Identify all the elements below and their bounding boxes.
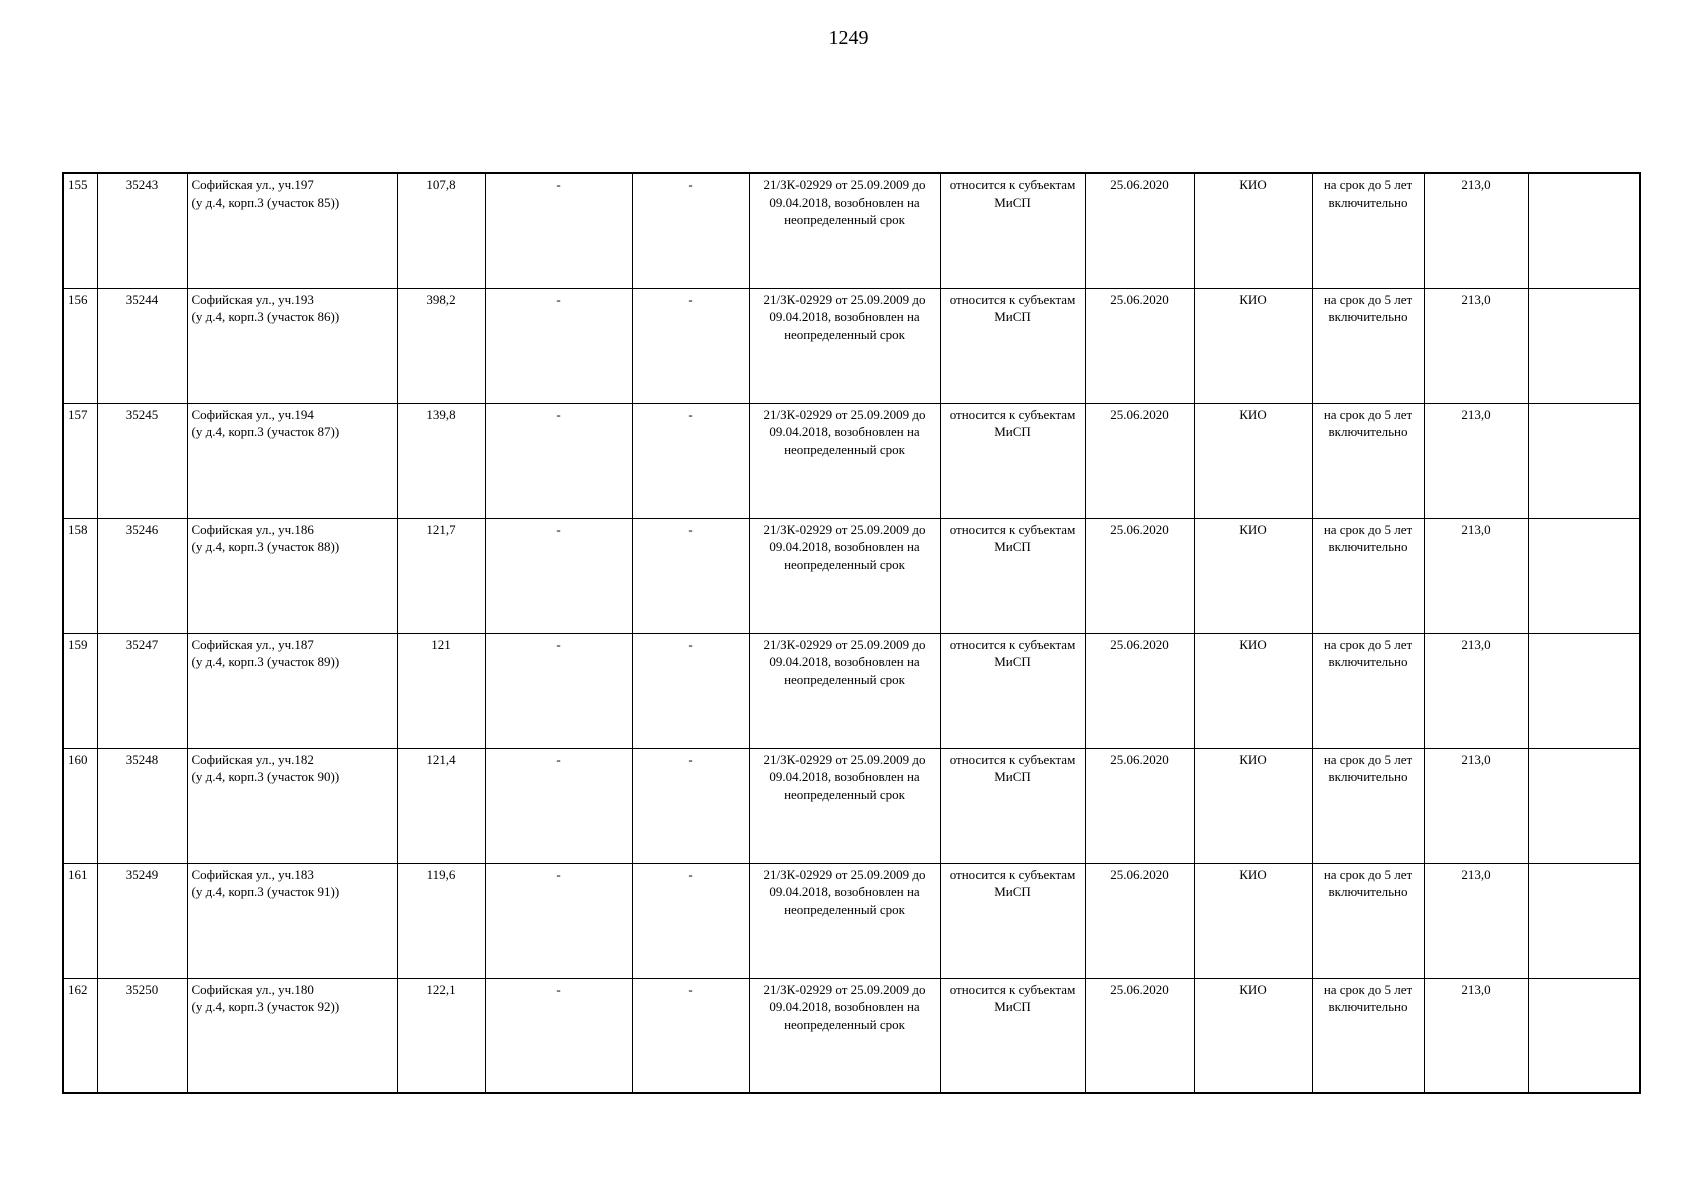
contract-info: 21/ЗК-02929 от 25.09.2009 до 09.04.2018, возобновлен на неопределенный срок bbox=[749, 173, 940, 288]
object-id: 35248 bbox=[97, 748, 187, 863]
blank-cell bbox=[1528, 288, 1640, 403]
empty-dash-cell: - bbox=[632, 863, 749, 978]
blank-cell bbox=[1528, 633, 1640, 748]
area-value: 139,8 bbox=[397, 403, 485, 518]
contract-info: 21/ЗК-02929 от 25.09.2009 до 09.04.2018, возобновлен на неопределенный срок bbox=[749, 518, 940, 633]
lease-term: на срок до 5 лет включительно bbox=[1312, 403, 1424, 518]
rate-value: 213,0 bbox=[1424, 288, 1528, 403]
organization: КИО bbox=[1194, 633, 1312, 748]
object-id: 35249 bbox=[97, 863, 187, 978]
row-number: 155 bbox=[63, 173, 97, 288]
area-value: 122,1 bbox=[397, 978, 485, 1093]
empty-dash-cell: - bbox=[632, 403, 749, 518]
msp-status: относится к субъектам МиСП bbox=[940, 403, 1085, 518]
table-row bbox=[63, 518, 1640, 633]
area-value: 119,6 bbox=[397, 863, 485, 978]
empty-dash-cell: - bbox=[485, 633, 632, 748]
empty-dash-cell: - bbox=[485, 863, 632, 978]
table-row bbox=[63, 173, 1640, 288]
organization: КИО bbox=[1194, 863, 1312, 978]
address bbox=[187, 518, 397, 633]
organization: КИО bbox=[1194, 288, 1312, 403]
row-number: 156 bbox=[63, 288, 97, 403]
msp-status: относится к субъектам МиСП bbox=[940, 518, 1085, 633]
decision-date: 25.06.2020 bbox=[1085, 863, 1194, 978]
object-id: 35246 bbox=[97, 518, 187, 633]
object-id: 35245 bbox=[97, 403, 187, 518]
lease-term: на срок до 5 лет включительно bbox=[1312, 748, 1424, 863]
address-street: Софийская ул., уч.183 bbox=[191, 866, 314, 882]
rate-value: 213,0 bbox=[1424, 403, 1528, 518]
row-number: 159 bbox=[63, 633, 97, 748]
msp-status: относится к субъектам МиСП bbox=[940, 288, 1085, 403]
empty-dash-cell: - bbox=[632, 288, 749, 403]
object-id: 35247 bbox=[97, 633, 187, 748]
decision-date: 25.06.2020 bbox=[1085, 748, 1194, 863]
area-value: 107,8 bbox=[397, 173, 485, 288]
msp-status: относится к субъектам МиСП bbox=[940, 748, 1085, 863]
lease-term: на срок до 5 лет включительно bbox=[1312, 288, 1424, 403]
address bbox=[187, 173, 397, 288]
organization: КИО bbox=[1194, 978, 1312, 1093]
address-location: (у д.4, корп.3 (участок 91)) bbox=[191, 884, 340, 899]
table-row bbox=[63, 288, 1640, 403]
address-location: (у д.4, корп.3 (участок 87)) bbox=[191, 424, 340, 439]
contract-info: 21/ЗК-02929 от 25.09.2009 до 09.04.2018, возобновлен на неопределенный срок bbox=[749, 633, 940, 748]
object-id: 35250 bbox=[97, 978, 187, 1093]
decision-date: 25.06.2020 bbox=[1085, 288, 1194, 403]
page-number: 1249 bbox=[828, 27, 869, 49]
object-id: 35244 bbox=[97, 288, 187, 403]
area-value: 121,4 bbox=[397, 748, 485, 863]
address-location: (у д.4, корп.3 (участок 92)) bbox=[191, 999, 340, 1014]
table-row bbox=[63, 633, 1640, 748]
address bbox=[187, 748, 397, 863]
address-street: Софийская ул., уч.193 bbox=[191, 291, 314, 307]
blank-cell bbox=[1528, 863, 1640, 978]
empty-dash-cell: - bbox=[485, 518, 632, 633]
rate-value: 213,0 bbox=[1424, 518, 1528, 633]
address bbox=[187, 863, 397, 978]
address-street: Софийская ул., уч.180 bbox=[191, 981, 314, 997]
empty-dash-cell: - bbox=[485, 288, 632, 403]
table-row bbox=[63, 748, 1640, 863]
empty-dash-cell: - bbox=[632, 173, 749, 288]
area-value: 398,2 bbox=[397, 288, 485, 403]
row-number: 162 bbox=[63, 978, 97, 1093]
empty-dash-cell: - bbox=[632, 748, 749, 863]
address-street: Софийская ул., уч.186 bbox=[191, 521, 314, 537]
lease-term: на срок до 5 лет включительно bbox=[1312, 863, 1424, 978]
row-number: 158 bbox=[63, 518, 97, 633]
empty-dash-cell: - bbox=[632, 633, 749, 748]
area-value: 121,7 bbox=[397, 518, 485, 633]
area-value: 121 bbox=[397, 633, 485, 748]
address-location: (у д.4, корп.3 (участок 90)) bbox=[191, 769, 340, 784]
contract-info: 21/ЗК-02929 от 25.09.2009 до 09.04.2018, возобновлен на неопределенный срок bbox=[749, 403, 940, 518]
table-row bbox=[63, 403, 1640, 518]
lease-term: на срок до 5 лет включительно bbox=[1312, 518, 1424, 633]
address bbox=[187, 403, 397, 518]
address bbox=[187, 288, 397, 403]
blank-cell bbox=[1528, 403, 1640, 518]
address-street: Софийская ул., уч.187 bbox=[191, 636, 314, 652]
empty-dash-cell: - bbox=[632, 978, 749, 1093]
blank-cell bbox=[1528, 173, 1640, 288]
address-location: (у д.4, корп.3 (участок 88)) bbox=[191, 539, 340, 554]
address-street: Софийская ул., уч.182 bbox=[191, 751, 314, 767]
empty-dash-cell: - bbox=[632, 518, 749, 633]
address-street: Софийская ул., уч.194 bbox=[191, 406, 314, 422]
row-number: 160 bbox=[63, 748, 97, 863]
blank-cell bbox=[1528, 978, 1640, 1093]
lease-term: на срок до 5 лет включительно bbox=[1312, 173, 1424, 288]
empty-dash-cell: - bbox=[485, 173, 632, 288]
blank-cell bbox=[1528, 518, 1640, 633]
register-body bbox=[63, 173, 1640, 1093]
address-location: (у д.4, корп.3 (участок 89)) bbox=[191, 654, 340, 669]
organization: КИО bbox=[1194, 518, 1312, 633]
address-location: (у д.4, корп.3 (участок 86)) bbox=[191, 309, 340, 324]
address-location: (у д.4, корп.3 (участок 85)) bbox=[191, 194, 340, 210]
table-row bbox=[63, 978, 1640, 1093]
contract-info: 21/ЗК-02929 от 25.09.2009 до 09.04.2018, возобновлен на неопределенный срок bbox=[749, 748, 940, 863]
decision-date: 25.06.2020 bbox=[1085, 978, 1194, 1093]
table-row bbox=[63, 863, 1640, 978]
blank-cell bbox=[1528, 748, 1640, 863]
object-id: 35243 bbox=[97, 173, 187, 288]
row-number: 161 bbox=[63, 863, 97, 978]
rate-value: 213,0 bbox=[1424, 863, 1528, 978]
contract-info: 21/ЗК-02929 от 25.09.2009 до 09.04.2018, возобновлен на неопределенный срок bbox=[749, 978, 940, 1093]
address bbox=[187, 633, 397, 748]
msp-status: относится к субъектам МиСП bbox=[940, 173, 1085, 288]
lease-term: на срок до 5 лет включительно bbox=[1312, 978, 1424, 1093]
row-number: 157 bbox=[63, 403, 97, 518]
msp-status: относится к субъектам МиСП bbox=[940, 633, 1085, 748]
lease-term: на срок до 5 лет включительно bbox=[1312, 633, 1424, 748]
rate-value: 213,0 bbox=[1424, 978, 1528, 1093]
decision-date: 25.06.2020 bbox=[1085, 173, 1194, 288]
empty-dash-cell: - bbox=[485, 978, 632, 1093]
msp-status: относится к субъектам МиСП bbox=[940, 863, 1085, 978]
contract-info: 21/ЗК-02929 от 25.09.2009 до 09.04.2018, возобновлен на неопределенный срок bbox=[749, 863, 940, 978]
rate-value: 213,0 bbox=[1424, 748, 1528, 863]
decision-date: 25.06.2020 bbox=[1085, 633, 1194, 748]
organization: КИО bbox=[1194, 748, 1312, 863]
rate-value: 213,0 bbox=[1424, 173, 1528, 288]
empty-dash-cell: - bbox=[485, 403, 632, 518]
address-street: Софийская ул., уч.197 bbox=[191, 177, 314, 192]
organization: КИО bbox=[1194, 403, 1312, 518]
address bbox=[187, 978, 397, 1093]
decision-date: 25.06.2020 bbox=[1085, 403, 1194, 518]
register-table bbox=[62, 172, 1641, 1094]
contract-info: 21/ЗК-02929 от 25.09.2009 до 09.04.2018, возобновлен на неопределенный срок bbox=[749, 288, 940, 403]
empty-dash-cell: - bbox=[485, 748, 632, 863]
rate-value: 213,0 bbox=[1424, 633, 1528, 748]
msp-status: относится к субъектам МиСП bbox=[940, 978, 1085, 1093]
organization: КИО bbox=[1194, 173, 1312, 288]
decision-date: 25.06.2020 bbox=[1085, 518, 1194, 633]
